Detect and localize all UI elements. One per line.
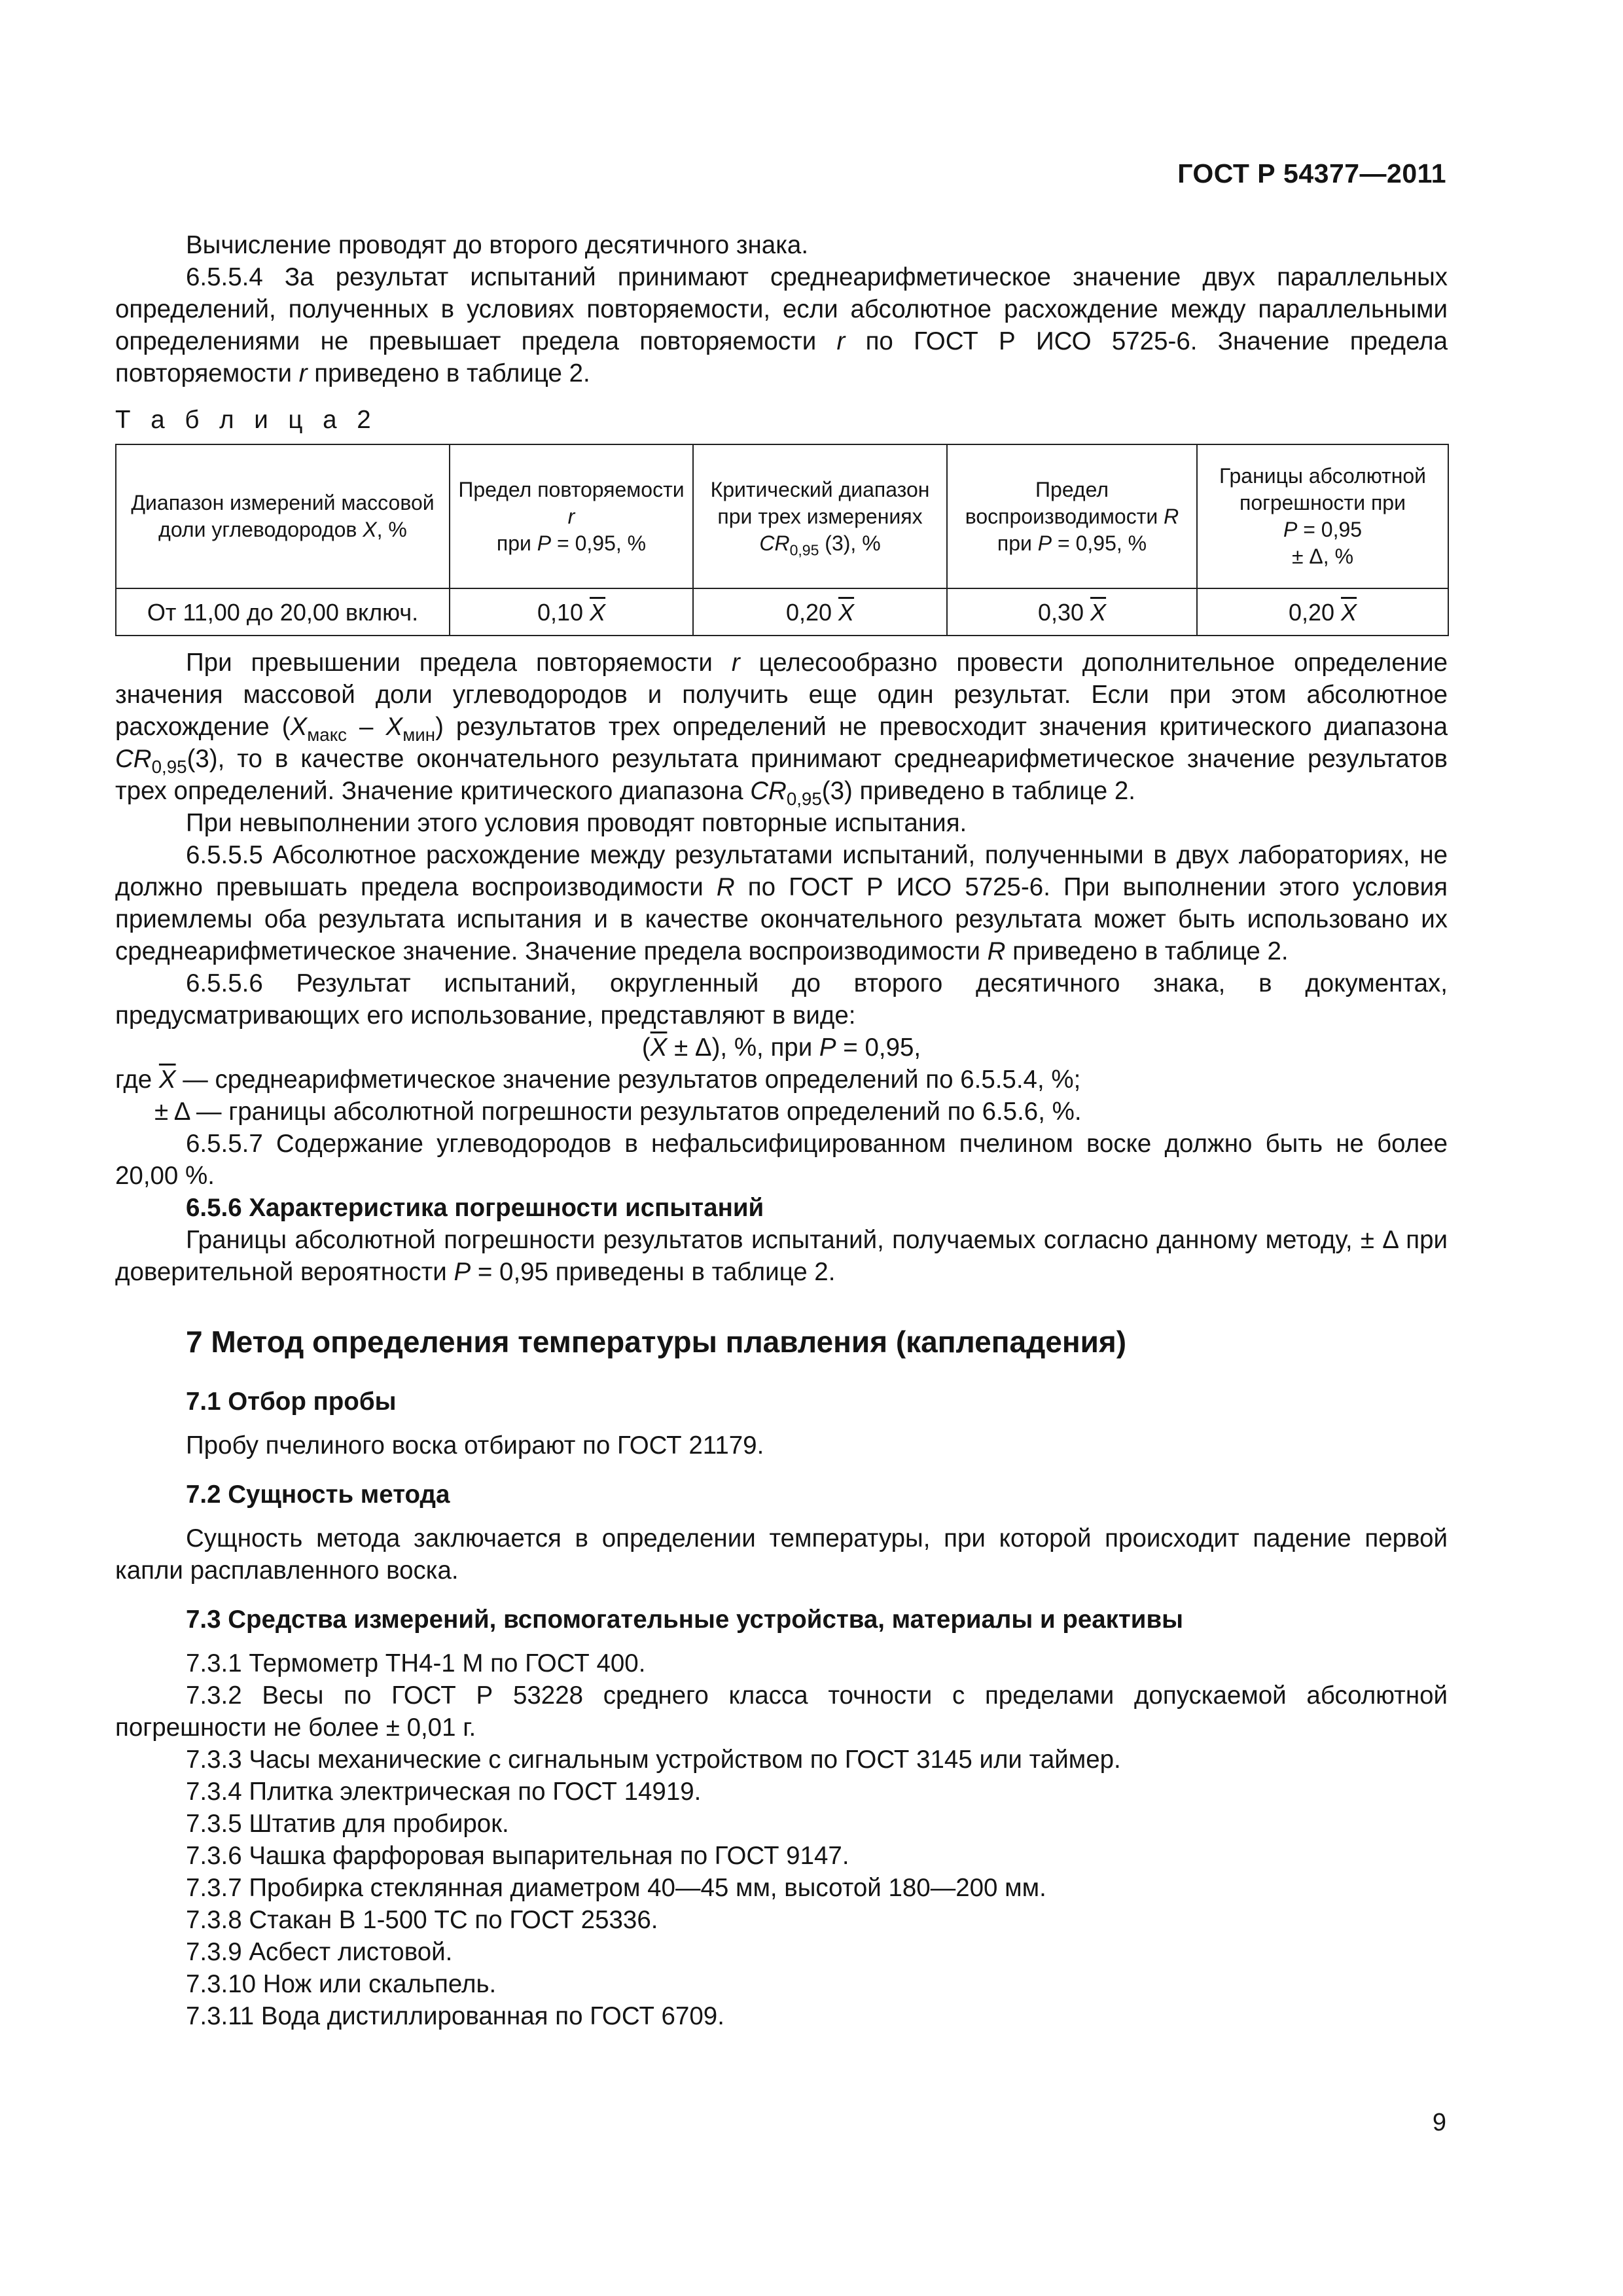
text-run: приведено в таблице 2. <box>1005 937 1289 965</box>
list-item: 7.3.6 Чашка фарфоровая выпарительная по ГОСТ 9147. <box>186 1842 849 1870</box>
header-repeatability-text: Предел повторяемости <box>458 477 685 501</box>
header-reproducibility-text: Предел воспроизводимости <box>965 477 1164 528</box>
subscript-095: 0,95 <box>789 541 819 558</box>
symbol-x-mean: $\overline{X}$ <box>838 598 855 626</box>
list-item: 7.3.9 Асбест листовой. <box>186 1938 453 1966</box>
paragraph: Вычисление проводят до второго десятичного знака. <box>186 231 809 259</box>
symbol-r-upper: R <box>987 937 1006 965</box>
paragraph-6-5-5-6: 6.5.5.6 Результат испытаний, округленный до второго десятичного знака, в документах, предусматривающих его использование, представляют в виде: <box>115 969 1448 1030</box>
symbol-r: r <box>731 649 740 677</box>
symbol-cr: CR <box>759 531 790 555</box>
header-range-text: Диапазон измерений массовой доли углеводородов <box>131 491 435 541</box>
where-line-2: ± Δ — границы абсолютной погрешности результатов определений по 6.5.6, %. <box>154 1098 1082 1126</box>
list-item: 7.3.11 Вода дистиллированная по ГОСТ 6709. <box>186 2002 724 2030</box>
header-error-value: = 0,95 <box>1297 518 1363 541</box>
list-item: 7.3.10 Нож или скальпель. <box>186 1970 497 1998</box>
heading-7-3: 7.3 Средства измерений, вспомогательные устройства, материалы и реактивы <box>186 1605 1184 1634</box>
header-repeatability-value: = 0,95, % <box>551 531 647 555</box>
subscript-095: 0,95 <box>786 788 822 809</box>
list-item: 7.3.1 Термометр ТН4-1 М по ГОСТ 400. <box>186 1649 646 1677</box>
heading-7-2: 7.2 Сущность метода <box>186 1480 450 1509</box>
section-7-title: 7 Метод определения температуры плавления (каплепадения) <box>186 1325 1127 1359</box>
table-row <box>116 588 1448 636</box>
list-7-3 <box>115 1647 1448 2032</box>
list-item: 7.3.8 Стакан В 1-500 ТС по ГОСТ 25336. <box>186 1906 658 1934</box>
subscript-min: мин <box>402 724 436 745</box>
heading-6-5-6: 6.5.6 Характеристика погрешности испытаний <box>186 1194 764 1222</box>
header-critical-text: Критический диапазон при трех измерениях <box>710 477 930 528</box>
text-run: (3) приведено в таблице 2. <box>821 777 1136 805</box>
cell-error-value: 0,20 <box>1288 598 1342 626</box>
header-reproducibility-condition: при <box>997 531 1038 555</box>
text-run: по ГОСТ Р ИСО 5725-6. При выполнении этого условия приемлемы оба результата испытания и в качестве окончательного результата может быть использовано их среднеарифметическое значение. Значение предела воспроизводимости <box>115 873 1448 965</box>
symbol-x-mean: $\overline{X}$ <box>650 1033 668 1062</box>
cell-error-bounds <box>1197 588 1448 636</box>
header-error-text: Границы абсолютной погрешности при <box>1219 464 1427 514</box>
header-error-unit: ± Δ, % <box>1291 545 1354 568</box>
list-item: 7.3.5 Штатив для пробирок. <box>186 1810 509 1838</box>
list-item: 7.3.3 Часы механические с сигнальным устройством по ГОСТ 3145 или таймер. <box>186 1746 1121 1774</box>
symbol-p: P <box>819 1033 836 1062</box>
header-cell-critical-range <box>693 444 947 588</box>
header-cell-reproducibility <box>947 444 1197 588</box>
subscript-095: 0,95 <box>151 756 187 777</box>
paragraph-6-5-6 <box>115 1224 1448 1288</box>
text-run: целесообразно провести дополнительное определение значения массовой доли углеводородов и получить еще один результат. Если при этом абсолютное расхождение ( <box>115 649 1448 741</box>
text-run: 6.5.5.5 Абсолютное расхождение между результатами испытаний, полученными в двух лабораториях, не должно превышать предела воспроизводимости <box>115 841 1448 901</box>
list-item: 7.3.4 Плитка электрическая по ГОСТ 14919. <box>186 1778 702 1806</box>
paragraph-repeatability-exceeded <box>115 647 1448 807</box>
symbol-x-mean: $\overline{X}$ <box>1090 598 1107 626</box>
table-caption: Т а б л и ц а 2 <box>115 406 378 434</box>
paragraph: При невыполнении этого условия проводят повторные испытания. <box>186 809 967 837</box>
paragraph-6-5-5-4-text-end: приведено в таблице 2. <box>307 359 590 387</box>
symbol-x: X <box>290 713 308 741</box>
paragraph-7-2: Сущность метода заключается в определении температуры, при которой происходит падение первой капли расплавленного воска. <box>115 1524 1448 1585</box>
symbol-cr: CR <box>115 745 152 773</box>
paragraph-7-1: Пробу пчелиного воска отбирают по ГОСТ 21179. <box>186 1431 764 1460</box>
text-run: (3), то в качестве окончательного результата принимают среднеарифметическое значение результатов трех определений. Значение критического диапазона <box>115 745 1448 805</box>
symbol-p: P <box>454 1258 471 1286</box>
document-id-header: ГОСТ Р 54377—2011 <box>1177 158 1446 188</box>
cell-critical-range <box>693 588 947 636</box>
symbol-r: r <box>567 504 575 528</box>
text-run: При превышении предела повторяемости <box>186 649 732 677</box>
cell-critical-value: 0,20 <box>785 598 839 626</box>
where-prefix: где <box>115 1066 159 1094</box>
where-text: — среднеарифметическое значение результатов определений по 6.5.5.4, %; <box>175 1066 1081 1094</box>
heading-7-1: 7.1 Отбор пробы <box>186 1388 397 1416</box>
header-cell-range <box>116 444 450 588</box>
formula-end: = 0,95, <box>836 1033 921 1062</box>
paragraph-6-5-5-4-text-middle: по ГОСТ Р ИСО 5725-6. Значение предела повторяемости <box>115 327 1448 387</box>
symbol-r-upper: R <box>716 873 735 901</box>
page-content <box>115 229 1448 2032</box>
symbol-r: r <box>298 359 308 387</box>
list-item: 7.3.2 Весы по ГОСТ Р 53228 среднего класса точности с пределами допускаемой абсолютной погрешности не более ± 0,01 г. <box>115 1681 1448 1742</box>
paragraph-6-5-5-4 <box>115 261 1448 389</box>
text-run: Границы абсолютной погрешности результатов испытаний, получаемых согласно данному методу, ± Δ при доверительной вероятности <box>115 1226 1448 1286</box>
symbol-p: P <box>537 531 552 555</box>
text-run: = 0,95 приведены в таблице 2. <box>471 1258 836 1286</box>
symbol-x-mean: $\overline{X}$ <box>1341 598 1357 626</box>
symbol-x-mean: $\overline{X}$ <box>590 598 606 626</box>
text-run: ) результатов трех определений не превосходит значения критического диапазона <box>435 713 1448 741</box>
symbol-cr: CR <box>750 777 787 805</box>
result-formula <box>115 1031 1448 1064</box>
symbol-r: r <box>836 327 846 355</box>
where-line-1 <box>115 1064 1448 1096</box>
cell-range: От 11,00 до 20,00 включ. <box>116 588 450 636</box>
header-cell-repeatability <box>450 444 693 588</box>
symbol-x: X <box>363 518 377 541</box>
table-2 <box>115 444 1449 636</box>
symbol-x: X <box>385 713 403 741</box>
symbol-r-upper: R <box>1164 504 1179 528</box>
header-repeatability-condition: при <box>496 531 537 555</box>
paragraph-6-5-5-7: 6.5.5.7 Содержание углеводородов в нефальсифицированном пчелином воске должно быть не более 20,00 %. <box>115 1130 1448 1190</box>
header-cell-error-bounds <box>1197 444 1448 588</box>
symbol-p: P <box>1037 531 1052 555</box>
header-critical-unit: (3), % <box>819 531 881 555</box>
subscript-maks: макс <box>307 724 348 745</box>
page-number: 9 <box>1432 2109 1446 2136</box>
list-item: 7.3.7 Пробирка стеклянная диаметром 40—45 мм, высотой 180—200 мм. <box>186 1874 1046 1902</box>
cell-repeatability-value: 0,10 <box>537 598 590 626</box>
formula-middle: ± Δ), %, при <box>667 1033 819 1062</box>
symbol-x-mean: $\overline{X}$ <box>158 1066 176 1094</box>
cell-reproducibility-value: 0,30 <box>1037 598 1091 626</box>
table-header-row <box>116 444 1448 588</box>
cell-reproducibility <box>947 588 1197 636</box>
text-run: – <box>347 713 386 741</box>
symbol-p: P <box>1283 518 1298 541</box>
header-range-unit: , % <box>376 518 407 541</box>
cell-repeatability <box>450 588 693 636</box>
header-reproducibility-value: = 0,95, % <box>1052 531 1147 555</box>
paragraph-6-5-5-4-text-start: 6.5.5.4 За результат испытаний принимают среднеарифметическое значение двух параллельных определений, полученных в условиях повторяемости, если абсолютное расхождение между параллельными определениями не превышает предела повторяемости <box>115 263 1448 355</box>
formula-open: ( <box>641 1033 651 1062</box>
paragraph-6-5-5-5 <box>115 839 1448 967</box>
